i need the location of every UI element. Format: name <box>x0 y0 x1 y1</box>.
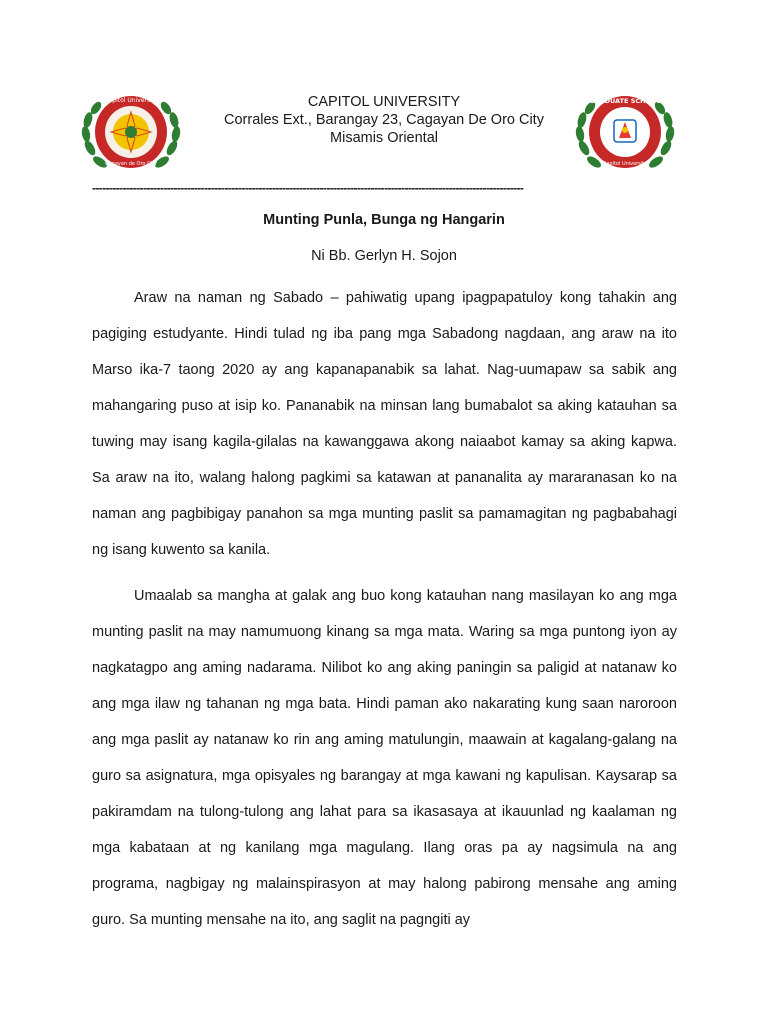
article-title: Munting Punla, Bunga ng Hangarin <box>263 212 505 228</box>
seal-text-top: GRADUATE SCHOOL <box>589 97 661 105</box>
header-separator: ------------------------------------------------------------------------------------------------------------------------------- <box>92 182 524 194</box>
university-province: Misamis Oriental <box>330 130 438 146</box>
seal-text-top: Capitol University <box>104 97 158 104</box>
seal-text-bottom: Cagayan de Oro City <box>105 161 157 167</box>
article-body <box>92 280 677 948</box>
document-header <box>170 93 598 147</box>
university-address: Corrales Ext., Barangay 23, Cagayan De Oro City <box>224 112 544 128</box>
paragraph: Umaalab sa mangha at galak ang buo kong katauhan nang masilayan ko ang mga munting paslit na may namumuong kinang sa mga mata. Waring sa mga puntong iyon ay nagkatagpo ang aming nadarama. Nilibot ko ang aking paningin sa paligid at natanaw ko ang mga ilaw ng tahanan ng mga bata. Hindi paman ako nakarating kung saan naroroon ang mga paslit ay natanaw ko rin ang aming matulungin, maawain at kagalang-galang na guro sa asignatura, mga opisyales ng barangay at mga kawani ng kapulisan. Kaysarap sa pakiramdam na tulong-tulong ang lahat para sa ikasasaya at ikauunlad ng kaalaman ng mga kabataan at ng kanilang mga magulang. Ilang oras pa ay nagsimula na ang programa, nagbigay ng malainspirasyon at may halong pabirong mensahe ang aming guro. Sa munting mensahe na ito, ang saglit na pagngiti ay <box>92 588 677 928</box>
seal-year: 1971 <box>618 168 632 174</box>
university-name: CAPITOL UNIVERSITY <box>307 94 461 110</box>
paragraph: Araw na naman ng Sabado – pahiwatig upang ipagpapatuloy kong tahakin ang pagiging estudyante. Hindi tulad ng iba pang mga Sabadong nagdaan, ang araw na ito Marso ika-7 taong 2020 ay ang kapanapanabik sa lahat. Nag-uumapaw sa sabik ang mahangaring puso at isip ko. Pananabik na minsan lang bumabalot sa aking katauhan sa tuwing may isang kagila-gilalas na kawanggawa akong naiaabot kamay sa aking kapwa. Sa araw na ito, walang halong pagkimi sa katawan at pananalita ay mararanasan ko na naman ang pagbibigay panahon sa mga munting paslit sa pamamagitan ng pagbabahagi ng isang kuwento sa kanila. <box>92 290 677 558</box>
seal-text-bottom: Capitol University <box>602 161 648 167</box>
seal-year: 1971 <box>124 168 138 174</box>
article-author: Ni Bb. Gerlyn H. Sojon <box>311 248 457 264</box>
graduate-school-seal-icon <box>570 86 680 182</box>
